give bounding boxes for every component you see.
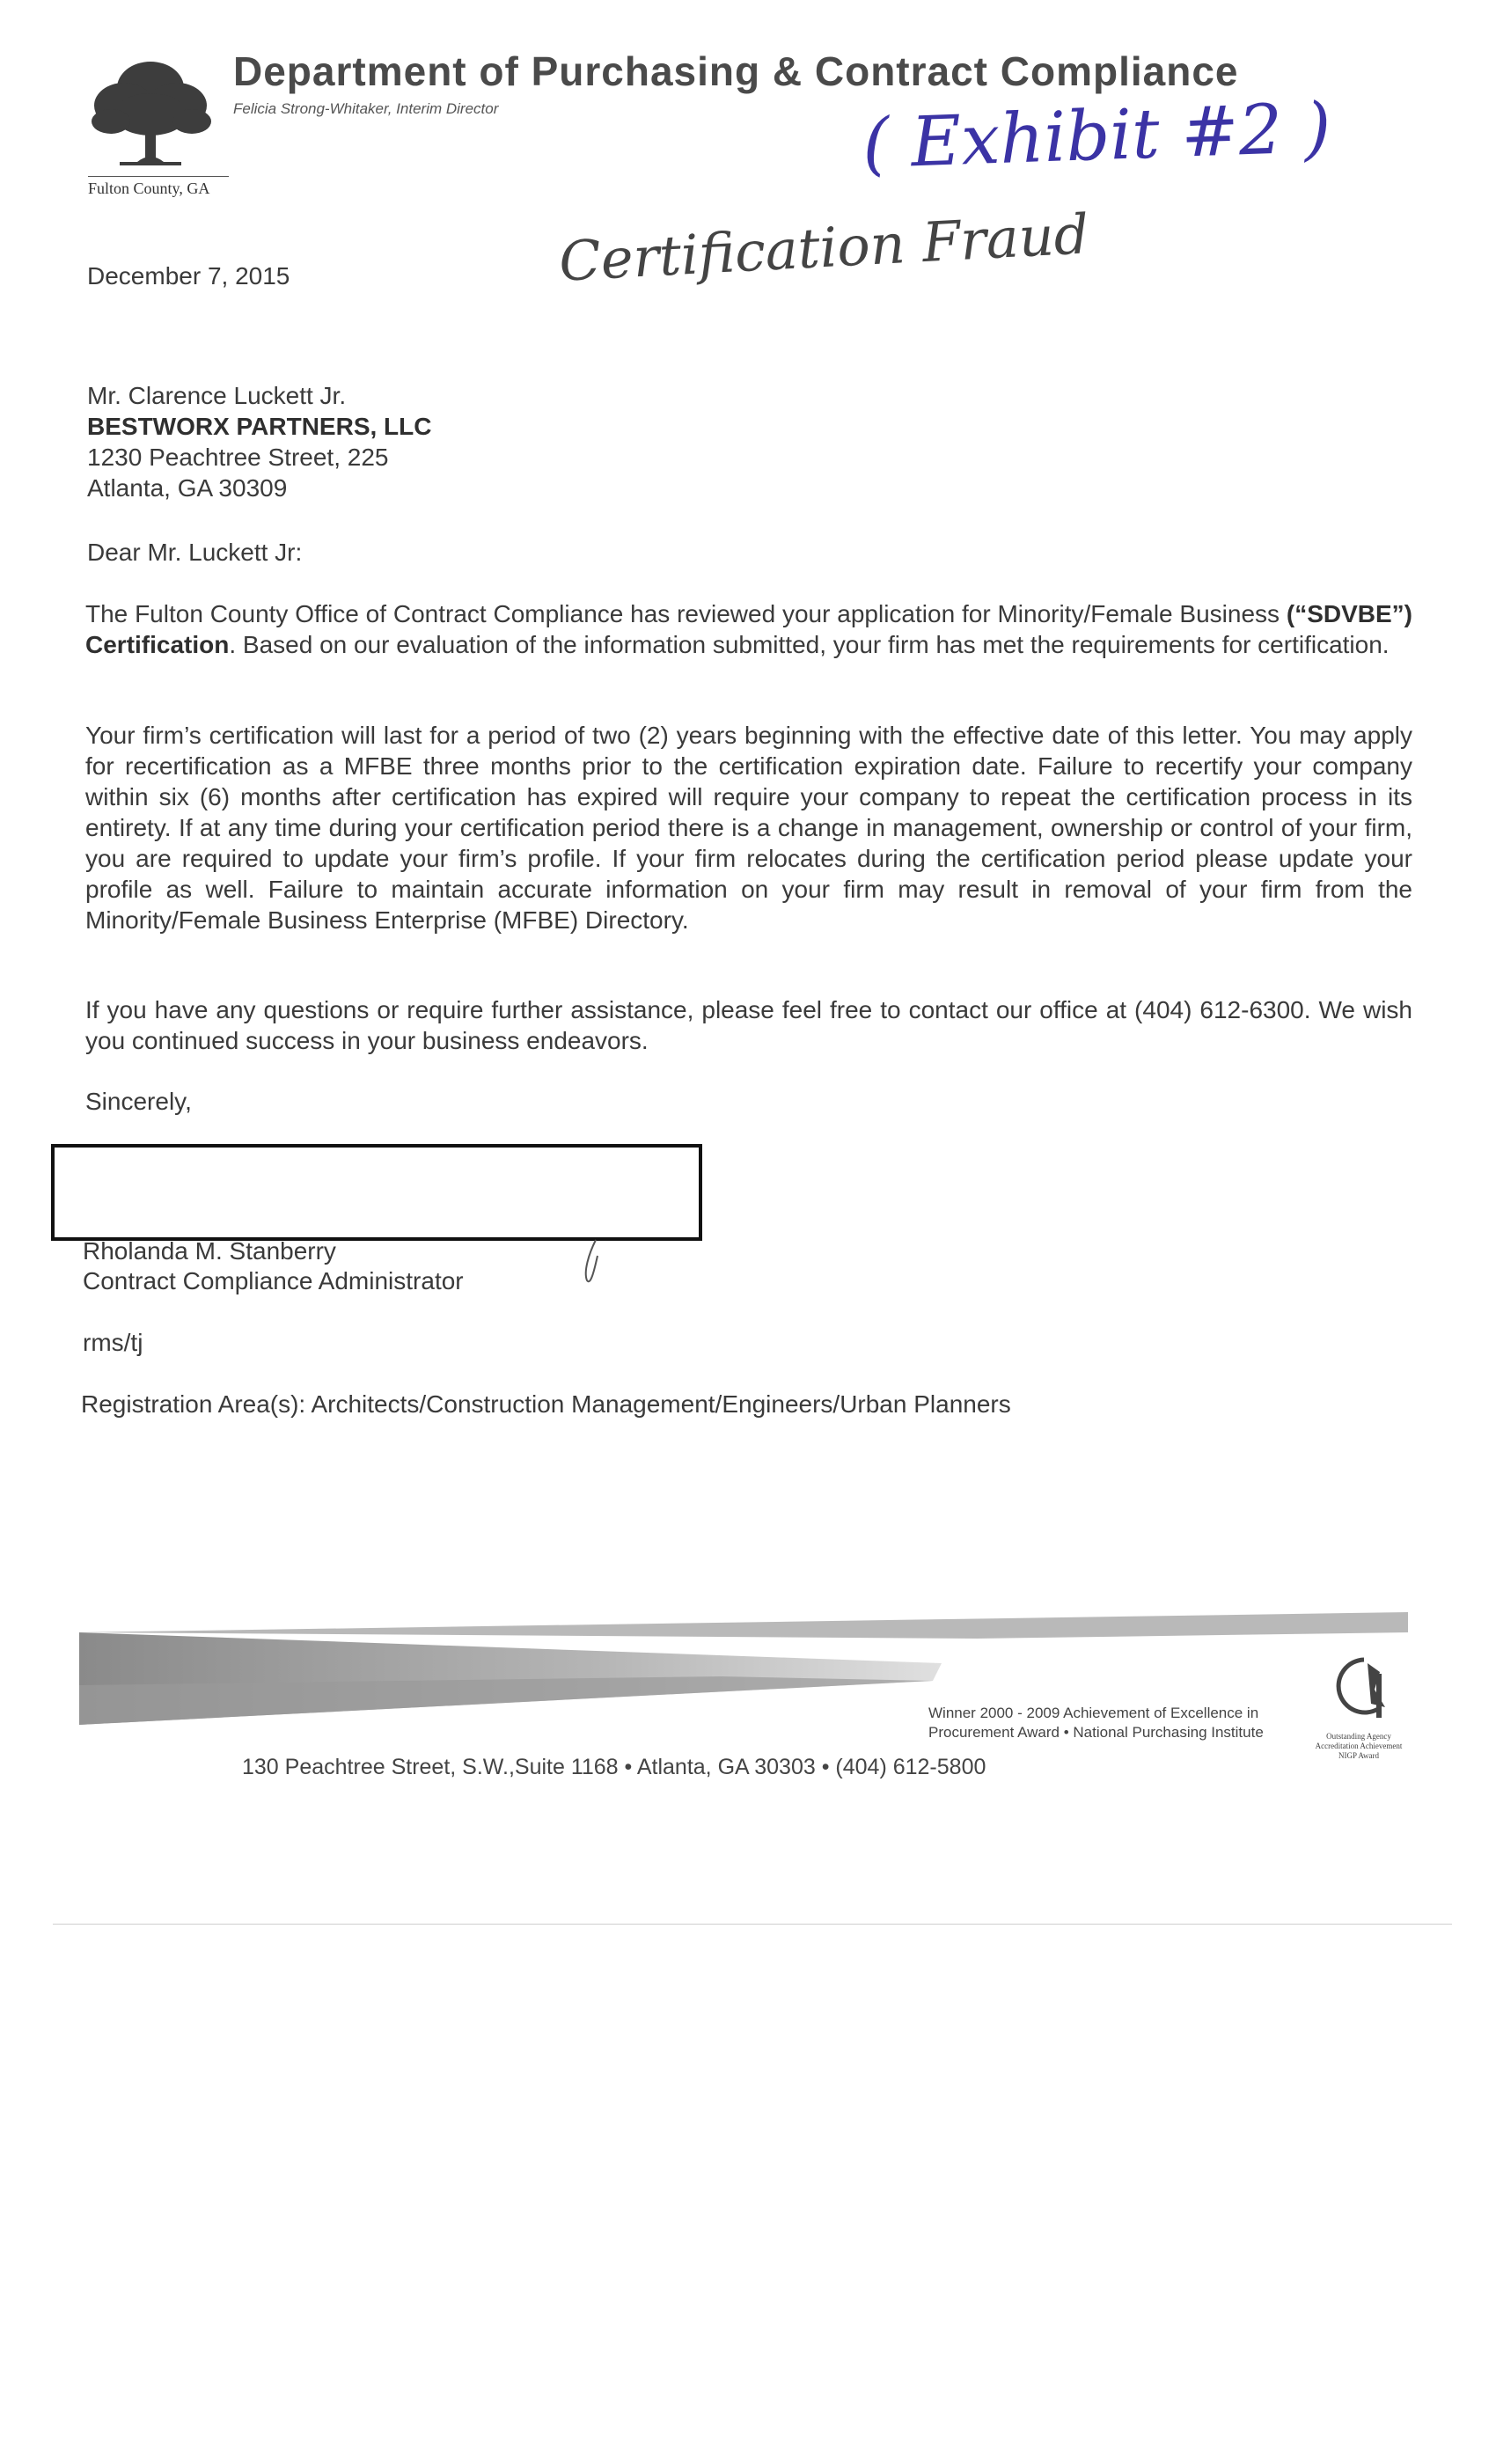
registration-area: Registration Area(s): Architects/Construction Management/Engineers/Urban Planners <box>81 1390 1011 1418</box>
signer-name: Rholanda M. Stanberry <box>83 1237 336 1265</box>
tree-icon <box>84 53 216 176</box>
recipient-company: BESTWORX PARTNERS, LLC <box>87 413 432 440</box>
certification-type: (“SDVBE”) Certification <box>85 600 1412 658</box>
county-label: Fulton County, GA <box>88 180 210 197</box>
signer-title: Contract Compliance Administrator <box>83 1267 464 1294</box>
salutation: Dear Mr. Luckett Jr: <box>87 539 303 566</box>
award-line-1: Winner 2000 - 2009 Achievement of Excellence in <box>928 1705 1259 1721</box>
letter-date: December 7, 2015 <box>87 262 290 290</box>
award-text <box>928 1704 1264 1742</box>
award-logo-caption: Outstanding Agency Accreditation Achievement NIGP Award <box>1315 1732 1403 1760</box>
paragraph-approval-lead: The Fulton County Office of Contract Compliance has reviewed your application for Minority/Female Business <box>85 600 1287 627</box>
department-title: Department of Purchasing & Contract Compliance <box>233 48 1239 94</box>
paragraph-approval <box>85 598 1412 660</box>
recipient-street: 1230 Peachtree Street, 225 <box>87 444 389 471</box>
redacted-signature-box <box>51 1144 702 1241</box>
typist-initials: rms/tj <box>83 1329 143 1356</box>
fraud-handwritten-note: Certification Fraud <box>557 202 1091 294</box>
footer-address: 130 Peachtree Street, S.W.,Suite 1168 • Atlanta, GA 30303 • (404) 612-5800 <box>242 1755 986 1779</box>
exhibit-handwritten-note: ( Exhibit #2 ) <box>861 88 1332 185</box>
recipient-address <box>87 380 431 503</box>
recipient-name: Mr. Clarence Luckett Jr. <box>87 382 347 409</box>
paragraph-terms: Your firm’s certification will last for a period of two (2) years beginning with the effective date of this letter. You may apply for recertification as a MFBE three months prior to the certification expiration date. Failure to recertify your company within six (6) months after certification has expired will require your company to repeat the certification process in its entirety. If at any time during your certification period there is a change in management, ownership or control of your firm, you are required to update your firm’s profile. If your firm relocates during the certification period please update your profile as well. Failure to maintain accurate information on your firm may result in removal of your firm from the Minority/Female Business Enterprise (MFBE) Directory. <box>85 722 1412 934</box>
award-line-2: Procurement Award • National Purchasing Institute <box>928 1724 1264 1741</box>
recipient-city: Atlanta, GA 30309 <box>87 474 288 502</box>
signature-stroke <box>576 1236 612 1289</box>
page-edge-line <box>53 1924 1452 1925</box>
director-line: Felicia Strong-Whitaker, Interim Director <box>233 100 499 117</box>
paragraph-contact: If you have any questions or require further assistance, please feel free to contact our office at (404) 612-6300. We wish you continued success in your business endeavors. <box>85 996 1412 1054</box>
paragraph-approval-tail: . Based on our evaluation of the information submitted, your firm has met the requirements for certification. <box>229 631 1390 658</box>
closing: Sincerely, <box>85 1088 192 1115</box>
logo-divider <box>88 176 229 177</box>
